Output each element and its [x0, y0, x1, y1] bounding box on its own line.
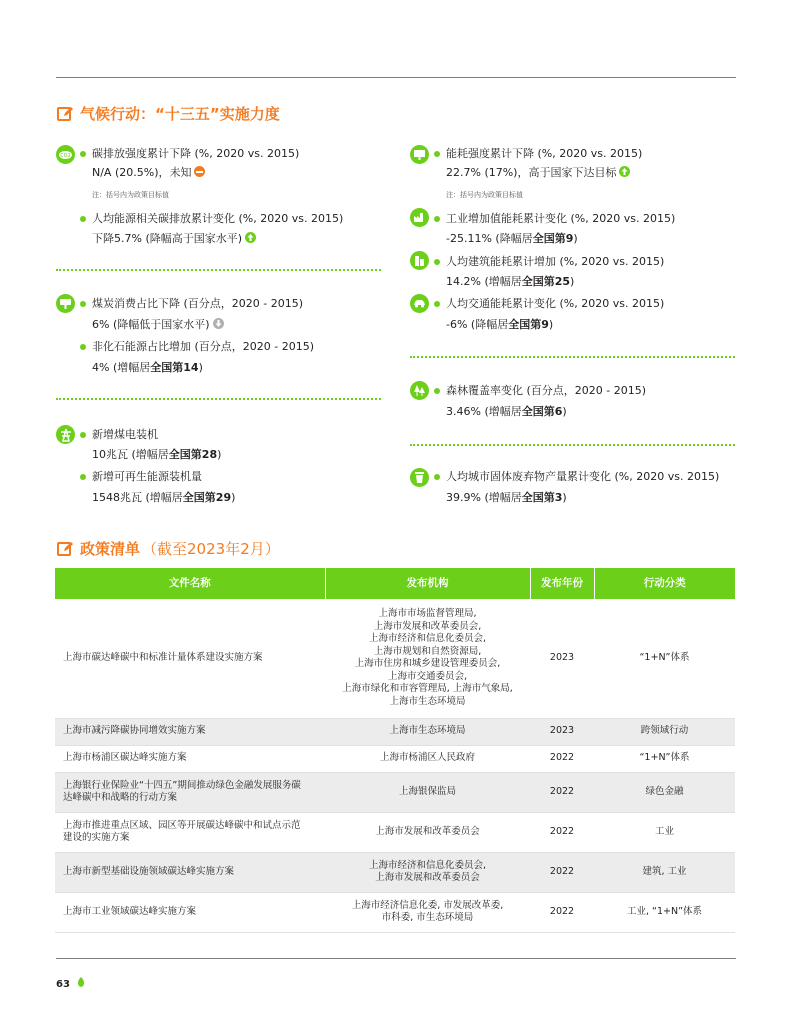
cell-year: 2022: [530, 852, 594, 892]
header-year: 发布年份: [530, 568, 594, 599]
bullet: [434, 216, 440, 222]
bottom-rule: [56, 958, 736, 959]
table-row: [55, 745, 735, 772]
indicator-value: -6% (降幅居全国第9): [446, 318, 554, 331]
arrow-up-icon: [245, 232, 256, 243]
arrow-down-icon: [213, 318, 224, 329]
cell-year: 2022: [530, 812, 594, 852]
table-row: [55, 852, 735, 892]
indicator-label: 人均能源相关碳排放累计变化 (%, 2020 vs. 2015): [92, 212, 344, 225]
table-row: [55, 599, 735, 718]
indicator-value: 3.46% (增幅居全国第6): [446, 405, 567, 418]
section2-title-text: 政策清单: [80, 540, 141, 558]
indicator-note: 注：括号内为政策目标值: [92, 191, 169, 199]
indicator-note: 注：括号内为政策目标值: [446, 191, 523, 199]
factory-icon: [410, 208, 429, 227]
indicator-label: 人均建筑能耗累计增加 (%, 2020 vs. 2015): [446, 255, 665, 268]
indicator-label: 煤炭消费占比下降 (百分点，2020 - 2015): [92, 297, 304, 310]
page-number-text: 63: [56, 979, 70, 990]
coal-icon: [56, 294, 75, 313]
indicator-label: 人均交通能耗累计变化 (%, 2020 vs. 2015): [446, 297, 665, 310]
cell-agency: 上海市市场监督管理局, 上海市发展和改革委员会, 上海市经济和信息化委员会, 上海市规划和自然资源局, 上海市住房和城乡建设管理委员会, 上海市交通委员会, 上海市绿化和市容管理局, 上海市气象局, 上海市生态环境局: [325, 599, 530, 718]
policy-table: [55, 568, 735, 933]
indicator-value: 6% (降幅低于国家水平): [92, 318, 224, 332]
cell-name: 上海市工业领域碳达峰实施方案: [55, 892, 325, 932]
indicator-label: 人均城市固体废弃物产量累计变化 (%, 2020 vs. 2015): [446, 470, 720, 483]
bullet: [80, 151, 86, 157]
car-icon: [410, 294, 429, 313]
dotted-divider: [410, 444, 735, 446]
bullet: [80, 432, 86, 438]
trash-bin-icon: [410, 468, 429, 487]
section2-subtitle: （截至2023年2月）: [142, 540, 280, 558]
section-title-climate-action: [56, 103, 280, 124]
table-row: [55, 812, 735, 852]
cell-category: 绿色金融: [594, 772, 735, 812]
cell-agency: 上海市经济信息化委, 市发展改革委, 市科委, 市生态环境局: [325, 892, 530, 932]
energy-screen-icon: [410, 145, 429, 164]
dotted-divider: [410, 356, 735, 358]
arrow-up-icon: [619, 166, 630, 177]
table-row: [55, 772, 735, 812]
bullet: [434, 301, 440, 307]
cell-name: 上海市新型基础设施领域碳达峰实施方案: [55, 852, 325, 892]
header-category: 行动分类: [594, 568, 735, 599]
cell-agency: 上海市发展和改革委员会: [325, 812, 530, 852]
cell-name: 上海市推进重点区域、园区等开展碳达峰碳中和试点示范 建设的实施方案: [55, 812, 325, 852]
indicator-label: 非化石能源占比增加 (百分点，2020 - 2015): [92, 340, 315, 353]
indicator-value: 22.7% (17%)，高于国家下达目标: [446, 166, 630, 180]
indicator-value: 10兆瓦 (增幅居全国第28): [92, 448, 222, 461]
bullet: [434, 151, 440, 157]
bullet: [434, 474, 440, 480]
cell-category: 建筑, 工业: [594, 852, 735, 892]
cell-year: 2022: [530, 745, 594, 772]
cell-category: “1+N”体系: [594, 599, 735, 718]
indicator-value: 1548兆瓦 (增幅居全国第29): [92, 491, 236, 504]
cell-year: 2022: [530, 772, 594, 812]
table-row: [55, 892, 735, 932]
indicator-value: 14.2% (增幅居全国第25): [446, 275, 575, 288]
cell-name: 上海市杨浦区碳达峰实施方案: [55, 745, 325, 772]
indicator-value: 下降5.7% (降幅高于国家水平): [92, 232, 256, 246]
cell-year: 2022: [530, 892, 594, 932]
page-number: [56, 977, 85, 990]
cell-name: 上海银行业保险业“十四五”期间推动绿色金融发展服务碳 达峰碳中和战略的行动方案: [55, 772, 325, 812]
indicator-value: 4% (增幅居全国第14): [92, 361, 203, 374]
svg-text:CO2: CO2: [60, 153, 71, 159]
power-tower-icon: [56, 425, 75, 444]
indicator-label: 工业增加值能耗累计变化 (%, 2020 vs. 2015): [446, 212, 676, 225]
bullet: [80, 344, 86, 350]
bullet: [80, 301, 86, 307]
cell-category: 工业: [594, 812, 735, 852]
forest-icon: [410, 381, 429, 400]
indicator-value: N/A (20.5%)，未知: [92, 166, 205, 180]
indicator-label: 新增可再生能源装机量: [92, 470, 202, 483]
indicator-label: 森林覆盖率变化 (百分点，2020 - 2015): [446, 384, 647, 397]
cell-name: 上海市碳达峰碳中和标准计量体系建设实施方案: [55, 599, 325, 718]
dotted-divider: [56, 269, 381, 271]
cell-agency: 上海市经济和信息化委员会, 上海市发展和改革委员会: [325, 852, 530, 892]
section1-title-text: 气候行动：“十三五”实施力度: [80, 105, 280, 123]
indicator-value: 39.9% (增幅居全国第3): [446, 491, 567, 504]
top-rule: [56, 77, 736, 78]
cell-category: 工业, “1+N”体系: [594, 892, 735, 932]
cell-name: 上海市减污降碳协同增效实施方案: [55, 718, 325, 745]
cell-category: “1+N”体系: [594, 745, 735, 772]
cell-year: 2023: [530, 599, 594, 718]
edit-icon: [56, 105, 74, 123]
table-header-row: [55, 568, 735, 599]
indicator-value: -25.11% (降幅居全国第9): [446, 232, 578, 245]
indicator-label: 碳排放强度累计下降 (%, 2020 vs. 2015): [92, 147, 300, 160]
cell-agency: 上海市杨浦区人民政府: [325, 745, 530, 772]
co2-icon: [56, 145, 75, 164]
cell-category: 跨领域行动: [594, 718, 735, 745]
cell-agency: 上海市生态环境局: [325, 718, 530, 745]
bullet: [80, 216, 86, 222]
cell-agency: 上海银保监局: [325, 772, 530, 812]
header-document-name: 文件名称: [55, 568, 325, 599]
header-agency: 发布机构: [325, 568, 530, 599]
indicator-label: 能耗强度累计下降 (%, 2020 vs. 2015): [446, 147, 643, 160]
bullet: [80, 474, 86, 480]
leaf-icon: [77, 977, 85, 988]
indicator-label: 新增煤电装机: [92, 428, 158, 441]
section-title-policy-list: [56, 538, 280, 559]
minus-icon: [194, 166, 205, 177]
building-icon: [410, 251, 429, 270]
dotted-divider: [56, 398, 381, 400]
bullet: [434, 388, 440, 394]
edit-icon: [56, 540, 74, 558]
bullet: [434, 259, 440, 265]
cell-year: 2023: [530, 718, 594, 745]
table-row: [55, 718, 735, 745]
